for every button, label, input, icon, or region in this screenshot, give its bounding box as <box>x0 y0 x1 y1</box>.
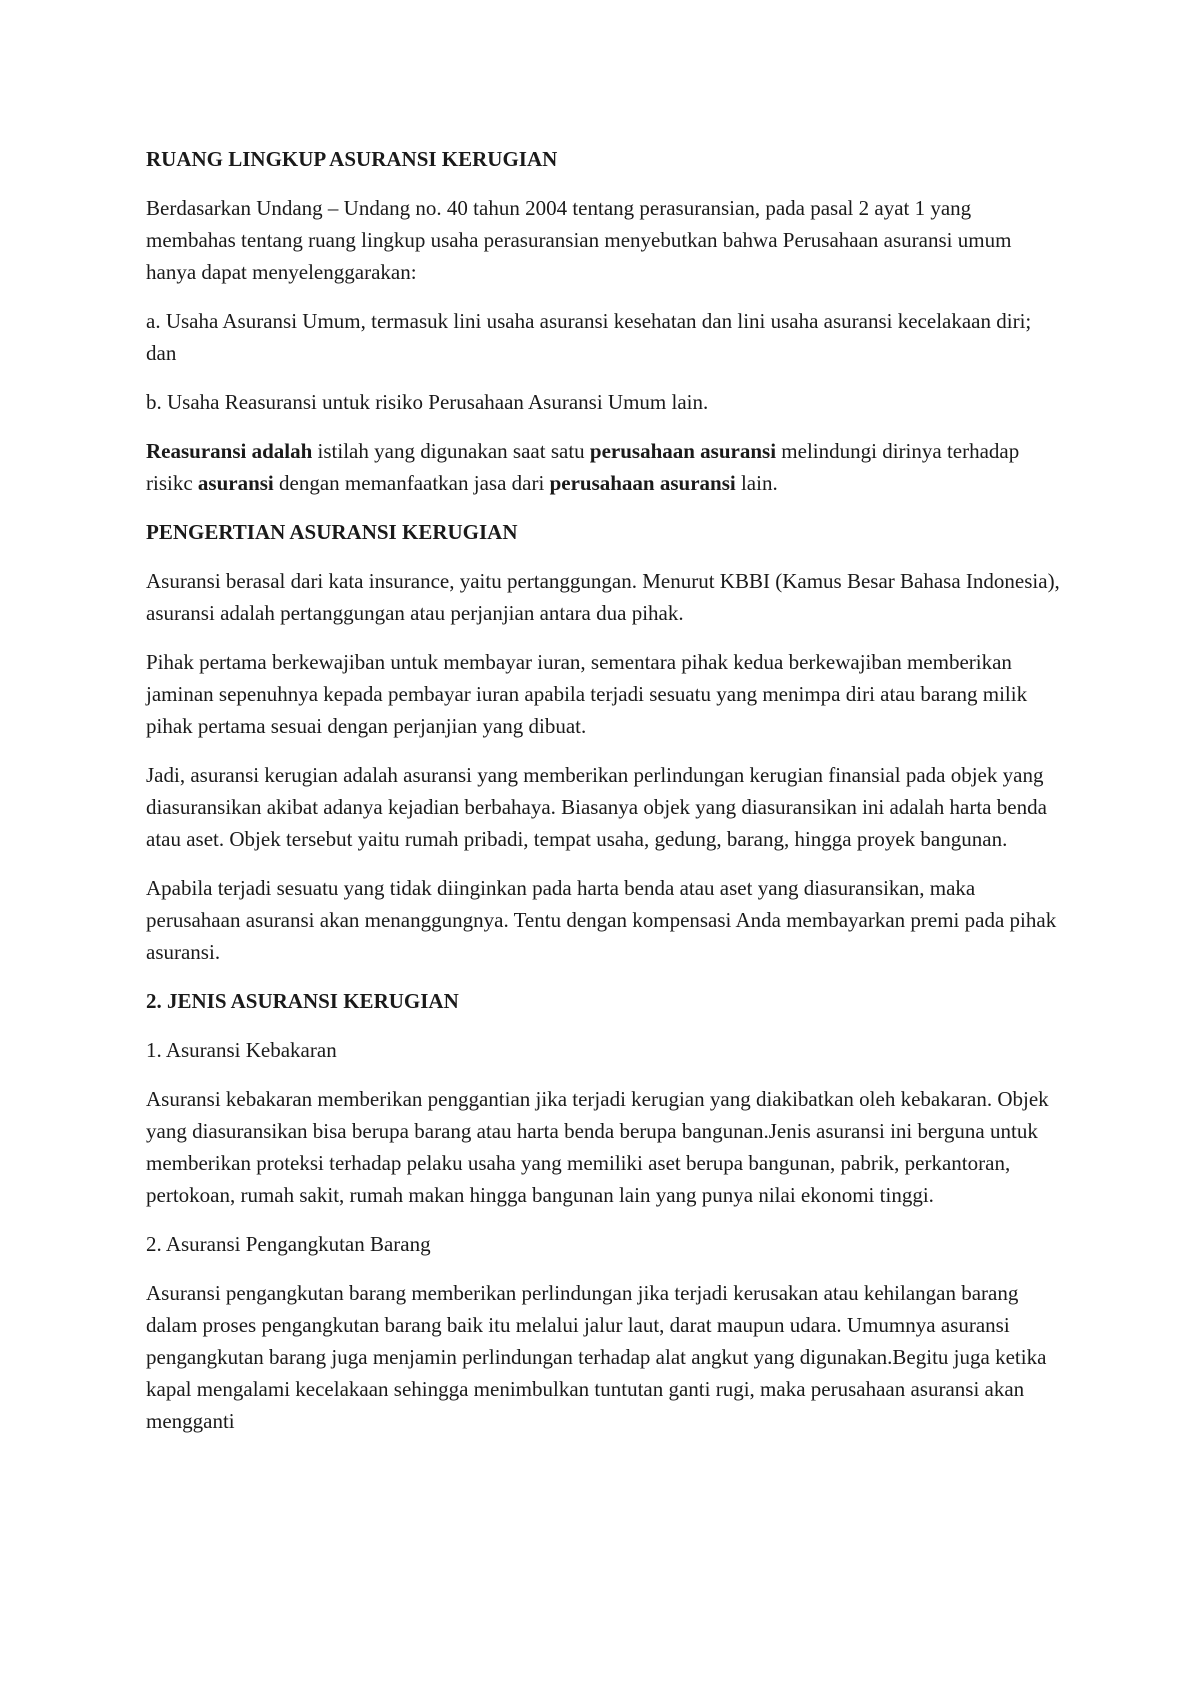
list-item-a: a. Usaha Asuransi Umum, termasuk lini usaha asuransi kesehatan dan lini usaha asuransi kecelakaan diri; dan <box>146 309 1032 365</box>
subheading-pengangkutan: 2. Asuransi Pengangkutan Barang <box>146 1232 431 1256</box>
section-heading-ruang-lingkup: RUANG LINGKUP ASURANSI KERUGIAN <box>146 147 558 171</box>
bold-term: perusahaan asuransi <box>589 439 777 463</box>
paragraph-pengangkutan: Asuransi pengangkutan barang memberikan perlindungan jika terjadi kerusakan atau kehilangan barang dalam proses pengangkutan barang baik itu melalui jalur laut, darat maupun udara. Umumnya asuransi pengangkutan barang juga menjamin perlindungan terhadap alat angkut yang digunakan.Begitu juga ketika kapal mengalami kecelakaan sehingga menimbulkan tuntutan ganti rugi, maka perusahaan asuransi akan mengganti <box>146 1281 1047 1433</box>
document-page <box>146 143 1066 1454</box>
bold-term: asuransi <box>197 471 274 495</box>
paragraph-jadi: Jadi, asuransi kerugian adalah asuransi yang memberikan perlindungan kerugian finansial pada objek yang diasuransikan akibat adanya kejadian berbahaya. Biasanya objek yang diasuransikan ini adalah harta benda atau aset. Objek tersebut yaitu rumah pribadi, tempat usaha, gedung, barang, hingga proyek bangunan. <box>146 763 1047 851</box>
paragraph-definisi: Asuransi berasal dari kata insurance, yaitu pertanggungan. Menurut KBBI (Kamus Besar Bahasa Indonesia), asuransi adalah pertanggungan atau perjanjian antara dua pihak. <box>146 569 1060 625</box>
paragraph-reasuransi <box>146 435 1066 499</box>
paragraph-apabila: Apabila terjadi sesuatu yang tidak diinginkan pada harta benda atau aset yang diasuransikan, maka perusahaan asuransi akan menanggungnya. Tentu dengan kompensasi Anda membayarkan premi pada pihak asuransi. <box>146 876 1057 964</box>
paragraph-pihak: Pihak pertama berkewajiban untuk membayar iuran, sementara pihak kedua berkewajiban memberikan jaminan sepenuhnya kepada pembayar iuran apabila terjadi sesuatu yang menimpa diri atau barang milik pihak pertama sesuai dengan perjanjian yang dibuat. <box>146 650 1028 738</box>
text-run: lain. <box>735 471 778 495</box>
section-heading-pengertian: PENGERTIAN ASURANSI KERUGIAN <box>146 520 518 544</box>
paragraph-undang-undang: Berdasarkan Undang – Undang no. 40 tahun 2004 tentang perasuransian, pada pasal 2 ayat 1 yang membahas tentang ruang lingkup usaha perasuransian menyebutkan bahwa Perusahaan asuransi umum hanya dapat menyelenggarakan: <box>146 196 1012 284</box>
subheading-kebakaran: 1. Asuransi Kebakaran <box>146 1038 337 1062</box>
text-run: melindungi dirinya terhadap risikc <box>146 439 1020 495</box>
text-run: dengan memanfaatkan jasa dari <box>273 471 550 495</box>
text-run: istilah yang digunakan saat satu <box>312 439 590 463</box>
bold-term: Reasuransi adalah <box>146 439 313 463</box>
bold-term: perusahaan asuransi <box>549 471 736 495</box>
list-item-b: b. Usaha Reasuransi untuk risiko Perusahaan Asuransi Umum lain. <box>146 390 709 414</box>
paragraph-kebakaran: Asuransi kebakaran memberikan penggantian jika terjadi kerugian yang diakibatkan oleh kebakaran. Objek yang diasuransikan bisa berupa barang atau harta benda berupa bangunan.Jenis asuransi ini berguna untuk memberikan proteksi terhadap pelaku usaha yang memiliki aset berupa bangunan, pabrik, perkantoran, pertokoan, rumah sakit, rumah makan hingga bangunan lain yang punya nilai ekonomi tinggi. <box>146 1087 1049 1207</box>
section-heading-jenis: 2. JENIS ASURANSI KERUGIAN <box>146 989 459 1013</box>
